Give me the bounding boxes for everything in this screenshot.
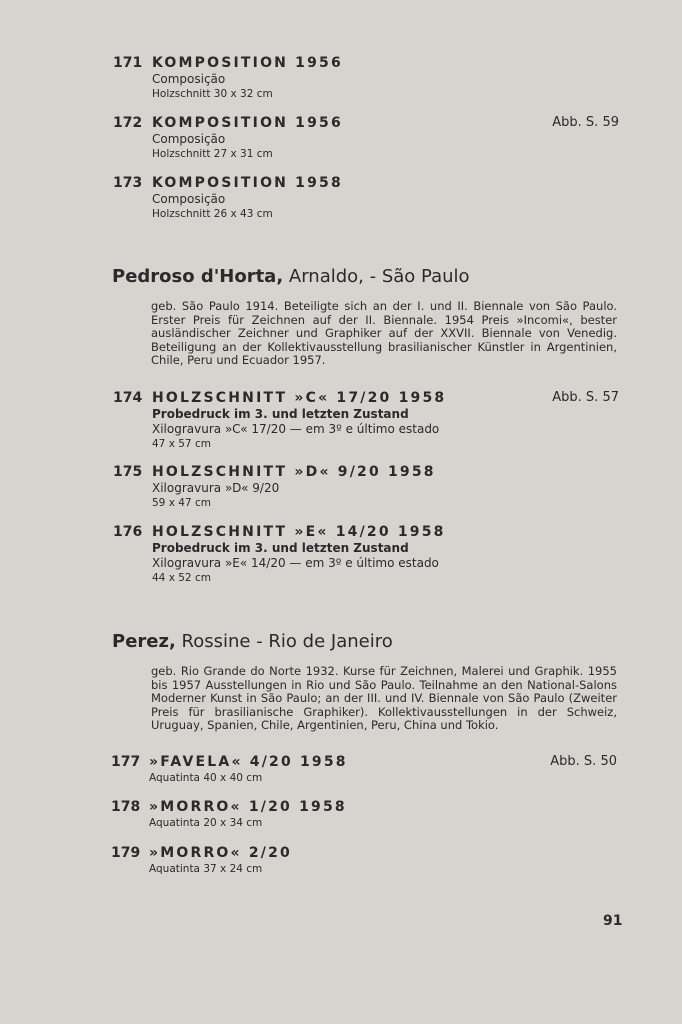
entry-details xyxy=(152,541,439,586)
entry-details xyxy=(152,481,279,511)
page-number: 91 xyxy=(603,913,623,929)
entry-line: Probedruck im 3. und letzten Zustand xyxy=(152,407,409,421)
entry-title: HOLZSCHNITT »C« 17/20 1958 xyxy=(152,390,447,406)
figure-reference: Abb. S. 57 xyxy=(552,390,619,405)
entry-title: KOMPOSITION 1956 xyxy=(152,115,343,131)
entry-line: Composição xyxy=(152,72,226,86)
entry-title: HOLZSCHNITT »D« 9/20 1958 xyxy=(152,464,436,480)
entry-line: Composição xyxy=(152,192,226,206)
entry-line: Probedruck im 3. und letzten Zustand xyxy=(152,541,409,555)
artist-biography: geb. São Paulo 1914. Beteiligte sich an der I. und II. Biennale von São Paulo. Erster Preis für Zeichnen auf der II. Biennale. 1954 Preis »Incomi«, bester ausländischer Zeichner und Graphiker auf der XXVII. Biennale von Venedig. Beteiligung an der Kollektivausstellung brasilianischer Künstler in Argentinien, Chile, Peru und Ecuador 1957. xyxy=(151,299,617,367)
entry-details xyxy=(149,816,262,831)
entry-line: 44 x 52 cm xyxy=(152,572,211,584)
entry-details xyxy=(149,862,262,877)
artist-name-location: Arnaldo, - São Paulo xyxy=(283,266,470,287)
artist-heading xyxy=(112,266,470,287)
entry-title: »MORRO« 1/20 1958 xyxy=(149,799,347,815)
figure-reference: Abb. S. 59 xyxy=(552,115,619,130)
entry-line: Aquatinta 20 x 34 cm xyxy=(149,817,263,829)
entry-title: KOMPOSITION 1956 xyxy=(152,55,343,71)
entry-title: »MORRO« 2/20 xyxy=(149,845,292,861)
entry-line: Holzschnitt 27 x 31 cm xyxy=(152,148,273,160)
entry-details xyxy=(152,192,273,222)
entry-line: Composição xyxy=(152,132,226,146)
artist-biography: geb. Rio Grande do Norte 1932. Kurse für Zeichnen, Malerei und Graphik. 1955 bis 1957 Ausstellungen in Rio und São Paulo. Teilnahme an den National-Salons Moderner Kunst in São Paulo; an der III. und IV. Biennale von São Paulo (Zweiter Preis für brasilianische Graphiker). Kollektivausstellungen in der Schweiz, Uruguay, Spanien, Chile, Argentinien, Peru, China und Tokio. xyxy=(151,664,617,732)
entry-number: 178 xyxy=(111,799,141,815)
entry-line: Aquatinta 37 x 24 cm xyxy=(149,863,263,875)
entry-title: »FAVELA« 4/20 1958 xyxy=(149,754,348,770)
entry-number: 174 xyxy=(113,390,143,406)
entry-number: 179 xyxy=(111,845,141,861)
artist-name-location: Rossine - Rio de Janeiro xyxy=(175,631,393,652)
entry-line: Holzschnitt 26 x 43 cm xyxy=(152,208,273,220)
figure-reference: Abb. S. 50 xyxy=(550,754,617,769)
entry-line: Xilogravura »C« 17/20 — em 3º e último estado xyxy=(152,422,440,436)
entry-line: Holzschnitt 30 x 32 cm xyxy=(152,88,273,100)
entry-details xyxy=(149,771,262,786)
entry-details xyxy=(152,407,439,452)
entry-line: 47 x 57 cm xyxy=(152,438,211,450)
entry-line: Xilogravura »E« 14/20 — em 3º e último estado xyxy=(152,556,439,570)
entry-details xyxy=(152,132,273,162)
entry-number: 177 xyxy=(111,754,141,770)
artist-surname: Pedroso d'Horta, xyxy=(112,266,284,287)
entry-number: 171 xyxy=(113,55,143,71)
entry-line: Xilogravura »D« 9/20 xyxy=(152,481,280,495)
artist-heading xyxy=(112,631,393,652)
entry-number: 172 xyxy=(113,115,143,131)
entry-title: HOLZSCHNITT »E« 14/20 1958 xyxy=(152,524,446,540)
entry-number: 176 xyxy=(113,524,143,540)
entry-title: KOMPOSITION 1958 xyxy=(152,175,343,191)
entry-line: 59 x 47 cm xyxy=(152,497,211,509)
entry-number: 173 xyxy=(113,175,143,191)
artist-surname: Perez, xyxy=(112,631,176,652)
entry-number: 175 xyxy=(113,464,143,480)
entry-details xyxy=(152,72,273,102)
entry-line: Aquatinta 40 x 40 cm xyxy=(149,772,263,784)
